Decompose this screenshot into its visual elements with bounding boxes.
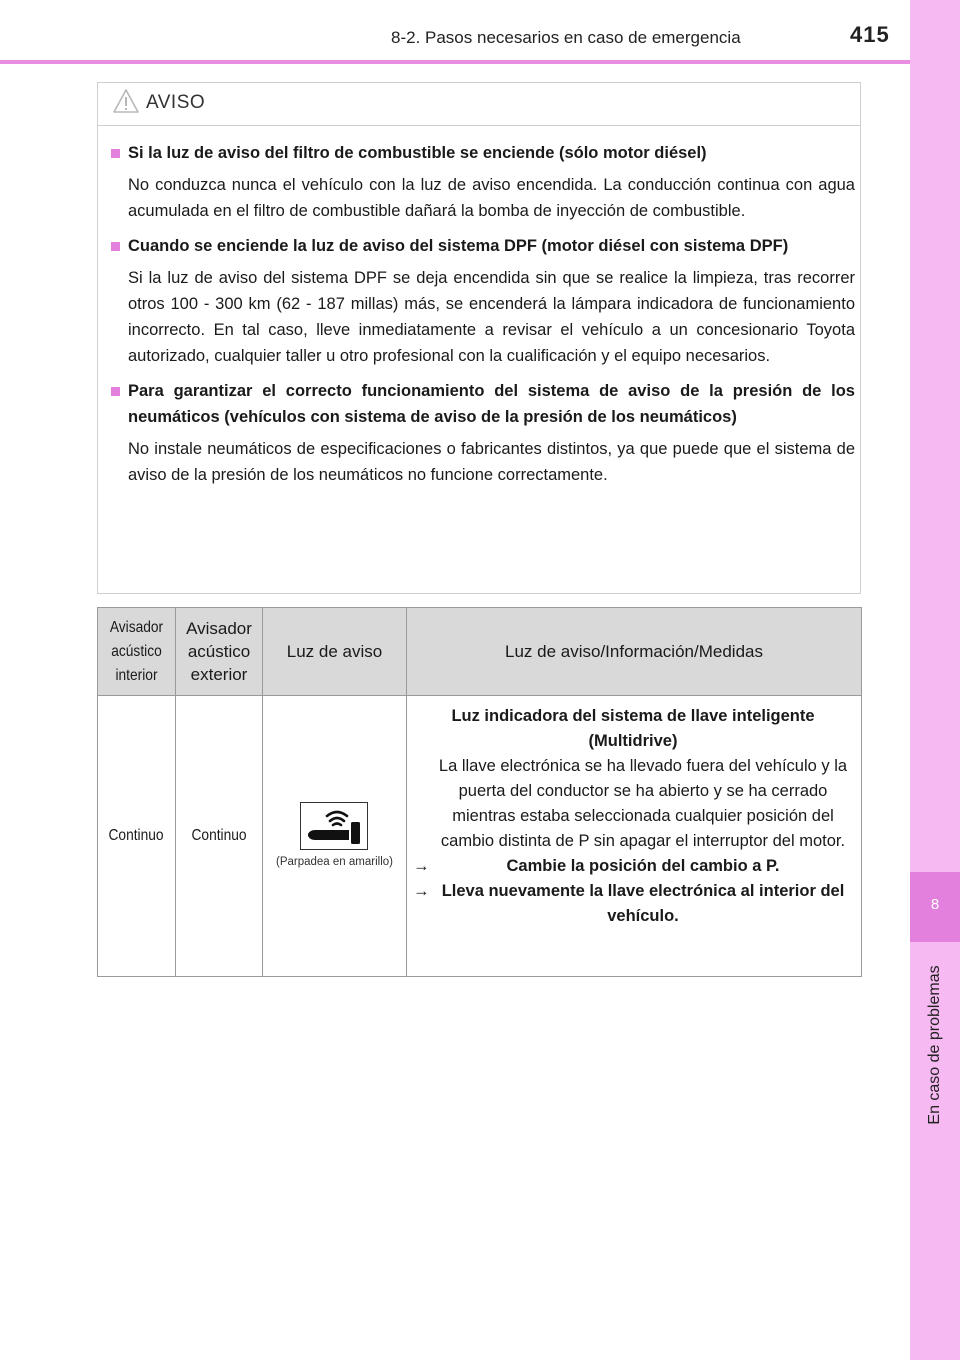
warning-triangle-icon	[112, 88, 140, 119]
header-exterior-buzzer: Avisador acústico exterior	[176, 608, 263, 696]
chapter-number: 8	[930, 896, 940, 913]
warning-item-heading: Cuando se enciende la luz de aviso del sistema DPF (motor diésel con sistema DPF)	[110, 233, 855, 259]
warning-item-heading: Si la luz de aviso del filtro de combustible se enciende (sólo motor diésel)	[110, 140, 855, 166]
warning-item-text: No instale neumáticos de especificaciones o fabricantes distintos, ya que puede que el sistema de aviso de la presión de los neumáticos no funcione correctamente.	[128, 440, 855, 484]
warning-title: AVISO	[146, 92, 206, 113]
page-number: 415	[850, 22, 890, 47]
warning-light-caption: (Parpadea en amarillo)	[276, 856, 393, 868]
cell-warning-light	[263, 696, 407, 977]
header-divider	[0, 60, 910, 64]
warning-header	[98, 83, 860, 126]
warning-box	[97, 82, 861, 594]
warning-item-heading: Para garantizar el correcto funcionamiento del sistema de aviso de la presión de los neumáticos (vehículos con sistema de aviso de la presión de los neumáticos)	[110, 378, 855, 430]
header-details: Luz de aviso/Información/Medidas	[407, 608, 862, 696]
arrow-right-icon: →	[413, 882, 430, 900]
warning-item-text: No conduzca nunca el vehículo con la luz de aviso encendida. La conducción continua con agua acumulada en el filtro de combustible dañará la bomba de inyección de combustible.	[128, 176, 855, 220]
table-row	[98, 696, 862, 977]
warning-item-text: Si la luz de aviso del sistema DPF se deja encendida sin que se realice la limpieza, tras recorrer otros 100 - 300 km (62 - 187 millas) más, se encenderá la lámpara indicadora de funcionamiento incorrecto. En tal caso, lleve inmediatamente a revisar el vehículo a un concesionario Toyota autorizado, cualquier taller u otro profesional con la cualificación y el equipo necesarios.	[128, 269, 855, 365]
cell-exterior-buzzer: Continuo	[176, 696, 263, 977]
chapter-label: En caso de problemas	[926, 965, 943, 1125]
smart-key-indicator-icon	[300, 802, 368, 850]
bullet-square-icon	[111, 242, 120, 251]
cell-details	[407, 696, 862, 977]
bullet-square-icon	[111, 387, 120, 396]
details-action: → Lleva nuevamente la llave electrónica al interior del vehículo.	[413, 879, 853, 929]
table-header-row	[98, 608, 862, 696]
chapter-sidebar	[910, 0, 960, 1360]
details-text: La llave electrónica se ha llevado fuera del vehículo y la puerta del conductor se ha abierto y se ha cerrado mientras estaba seleccionada cualquier posición del cambio distinta de P sin apagar el interruptor del motor.	[438, 757, 848, 850]
section-title: 8-2. Pasos necesarios en caso de emergencia	[391, 28, 741, 47]
warning-table	[97, 607, 862, 977]
arrow-right-icon: →	[413, 857, 430, 875]
details-title: Luz indicadora del sistema de llave inteligente (Multidrive)	[451, 707, 815, 750]
header-warning-light: Luz de aviso	[263, 608, 407, 696]
bullet-square-icon	[111, 149, 120, 158]
warning-body	[110, 140, 855, 497]
details-action: → Cambie la posición del cambio a P.	[413, 854, 853, 879]
cell-interior-buzzer: Continuo	[98, 696, 176, 977]
header-interior-buzzer: Avisador acústico interior	[98, 608, 176, 696]
